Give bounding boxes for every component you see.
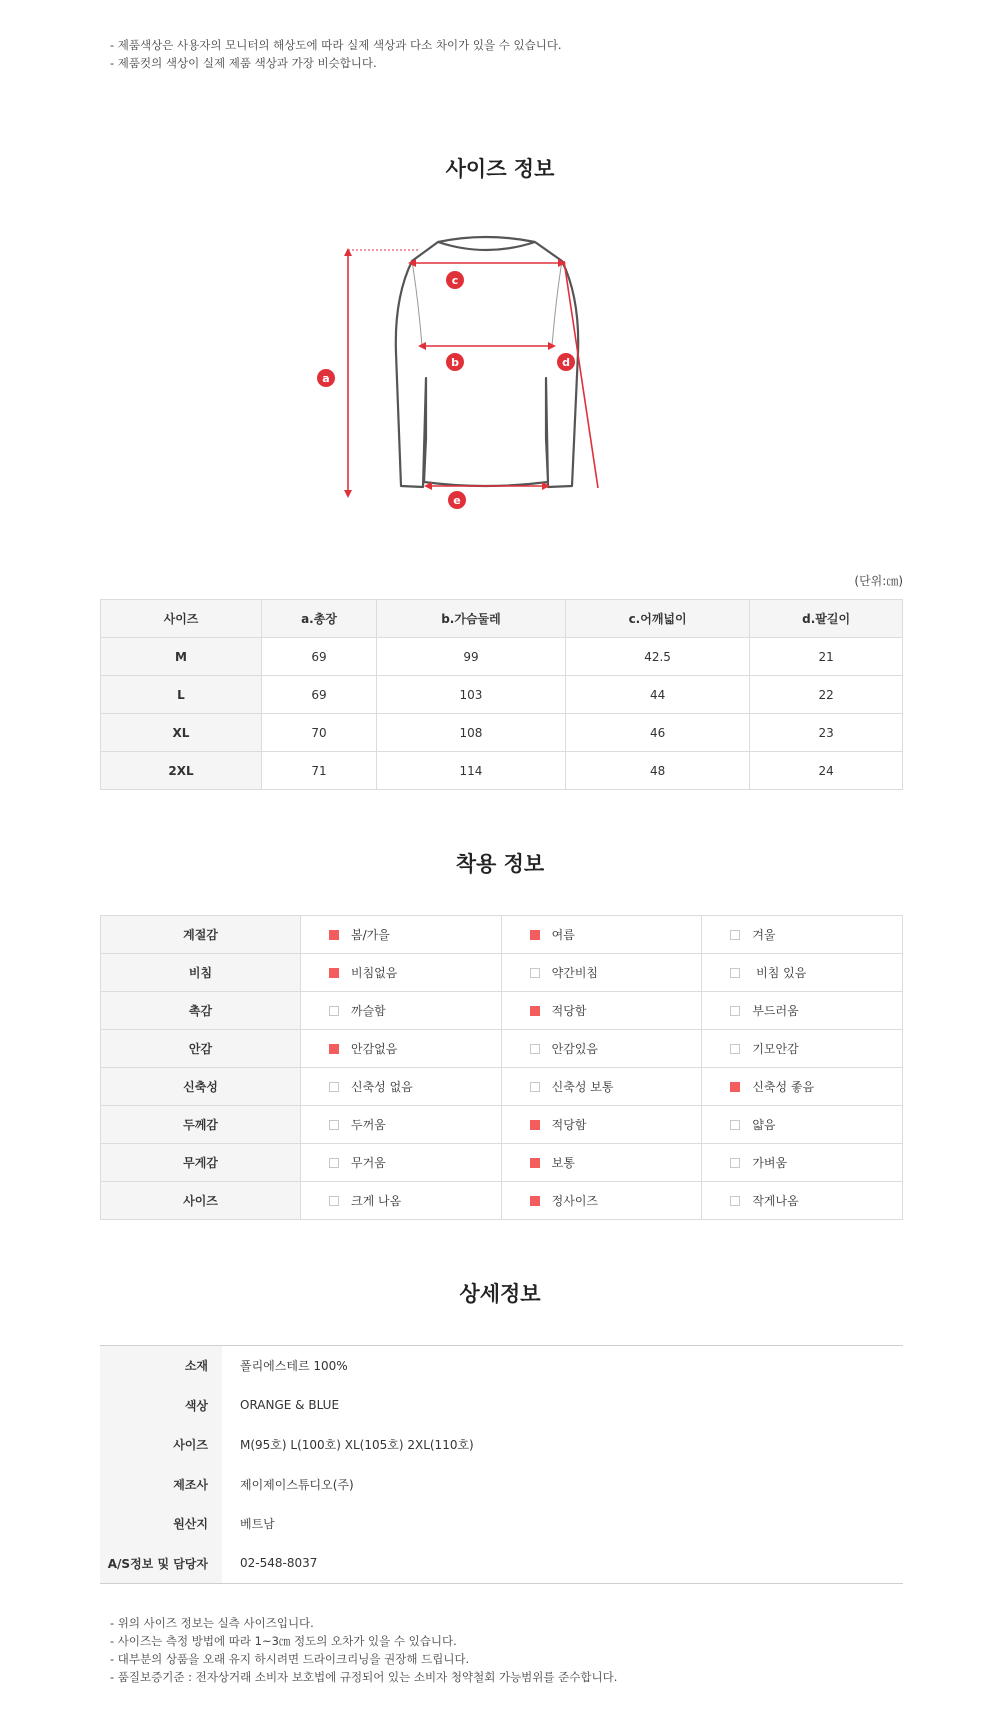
size-table-header xyxy=(101,600,903,638)
wear-row-label: 계절감 xyxy=(101,916,301,954)
detail-value: M(95호) L(100호) XL(105호) 2XL(110호) xyxy=(240,1438,474,1453)
wear-option xyxy=(501,916,702,954)
checked-box-icon xyxy=(530,1006,540,1016)
unchecked-box-icon xyxy=(530,1082,540,1092)
table-cell: 23 xyxy=(750,714,903,752)
table-cell: 71 xyxy=(262,752,377,790)
unchecked-box-icon xyxy=(329,1158,339,1168)
unit-label: (단위:㎝) xyxy=(854,574,903,588)
checked-box-icon xyxy=(530,1158,540,1168)
wear-row-label: 두께감 xyxy=(101,1106,301,1144)
wear-option-label: 가벼움 xyxy=(752,1156,788,1170)
wear-option xyxy=(501,1144,702,1182)
table-row xyxy=(101,1182,903,1220)
wear-option xyxy=(301,916,502,954)
table-cell: 99 xyxy=(377,638,566,676)
table-row xyxy=(101,638,903,676)
table-cell: 108 xyxy=(377,714,566,752)
wear-option xyxy=(501,954,702,992)
top-note-2: - 제품컷의 색상이 실제 제품 색상과 가장 비슷합니다. xyxy=(110,56,377,70)
wear-option xyxy=(501,1106,702,1144)
detail-label: 색상 xyxy=(100,1386,222,1426)
detail-label: A/S정보 및 담당자 xyxy=(100,1544,222,1584)
detail-value: 폴리에스테르 100% xyxy=(240,1359,348,1374)
checked-box-icon xyxy=(530,930,540,940)
table-cell: 70 xyxy=(262,714,377,752)
table-row xyxy=(100,1346,903,1386)
bottom-note-2: - 사이즈는 측정 방법에 따라 1~3㎝ 정도의 오차가 있을 수 있습니다. xyxy=(110,1634,457,1648)
wear-option-label: 작게나옴 xyxy=(752,1194,799,1208)
marker-b-label: b xyxy=(451,356,459,369)
unchecked-box-icon xyxy=(730,930,740,940)
wear-option xyxy=(702,1182,903,1220)
wear-option xyxy=(501,992,702,1030)
wear-option-label: 신축성 좋음 xyxy=(752,1080,815,1094)
wear-row-label: 비침 xyxy=(101,954,301,992)
wear-option-label: 안감있음 xyxy=(551,1042,599,1056)
wear-row-label: 안감 xyxy=(101,1030,301,1068)
table-cell: 69 xyxy=(262,676,377,714)
wear-option xyxy=(301,1182,502,1220)
wear-option-label: 적당함 xyxy=(551,1004,587,1018)
wear-row-label: 사이즈 xyxy=(101,1182,301,1220)
wear-option xyxy=(702,1030,903,1068)
detail-value: 베트남 xyxy=(240,1517,275,1532)
wear-section-title: 착용 정보 xyxy=(455,852,545,876)
header-cell: b.가슴둘레 xyxy=(377,600,566,638)
header-cell: a.총장 xyxy=(262,600,377,638)
table-cell: 48 xyxy=(565,752,749,790)
wear-option xyxy=(301,1106,502,1144)
wear-option xyxy=(501,1030,702,1068)
unchecked-box-icon xyxy=(730,968,740,978)
unchecked-box-icon xyxy=(329,1006,339,1016)
wear-option-label: 약간비침 xyxy=(551,966,599,980)
bottom-note-1: - 위의 사이즈 정보는 실측 사이즈입니다. xyxy=(110,1616,314,1630)
wear-option-label: 보통 xyxy=(551,1156,575,1170)
marker-c-label: c xyxy=(451,274,459,287)
wear-option-label: 크게 나옴 xyxy=(351,1194,402,1208)
wear-option-label: 정사이즈 xyxy=(551,1194,599,1208)
size-label: M xyxy=(101,638,262,676)
wear-option-label: 비침 있음 xyxy=(752,966,807,980)
table-cell: 21 xyxy=(750,638,903,676)
size-label: L xyxy=(101,676,262,714)
table-row xyxy=(101,954,903,992)
wear-option xyxy=(301,1068,502,1106)
marker-a-label: a xyxy=(322,372,330,385)
wear-option-label: 부드러움 xyxy=(752,1004,799,1018)
wear-option xyxy=(301,954,502,992)
detail-label: 사이즈 xyxy=(100,1425,222,1465)
wear-row-label: 신축성 xyxy=(101,1068,301,1106)
wear-option-label: 여름 xyxy=(551,928,575,942)
wear-option-label: 비침없음 xyxy=(351,966,398,980)
header-cell: c.어깨넓이 xyxy=(565,600,749,638)
size-label: 2XL xyxy=(101,752,262,790)
detail-label: 원산지 xyxy=(100,1504,222,1544)
table-cell: 114 xyxy=(377,752,566,790)
table-cell: 22 xyxy=(750,676,903,714)
top-note-1: - 제품색상은 사용자의 모니터의 해상도에 따라 실제 색상과 다소 차이가 있을 수 있습니다. xyxy=(110,38,562,52)
wear-option-label: 무거움 xyxy=(351,1156,386,1170)
unchecked-box-icon xyxy=(530,968,540,978)
wear-option xyxy=(702,916,903,954)
checked-box-icon xyxy=(530,1196,540,1206)
table-row xyxy=(101,676,903,714)
unchecked-box-icon xyxy=(329,1082,339,1092)
wear-option xyxy=(301,1144,502,1182)
detail-table xyxy=(100,1345,903,1584)
wear-option xyxy=(501,1068,702,1106)
unchecked-box-icon xyxy=(730,1196,740,1206)
wear-option-label: 기모안감 xyxy=(752,1042,799,1056)
table-cell: 69 xyxy=(262,638,377,676)
checked-box-icon xyxy=(530,1120,540,1130)
unchecked-box-icon xyxy=(730,1120,740,1130)
table-row xyxy=(101,1068,903,1106)
marker-e-label: e xyxy=(453,494,461,507)
table-cell: 46 xyxy=(565,714,749,752)
table-row xyxy=(101,1106,903,1144)
wear-option xyxy=(301,1030,502,1068)
table-row xyxy=(101,992,903,1030)
table-row xyxy=(100,1465,903,1505)
marker-d-label: d xyxy=(562,356,570,369)
table-row xyxy=(101,752,903,790)
table-cell: 24 xyxy=(750,752,903,790)
table-row xyxy=(100,1386,903,1426)
wear-table xyxy=(100,915,903,1220)
table-cell: 42.5 xyxy=(565,638,749,676)
table-row xyxy=(100,1425,903,1465)
detail-label: 소재 xyxy=(100,1346,222,1386)
header-cell: 사이즈 xyxy=(101,600,262,638)
unchecked-box-icon xyxy=(329,1120,339,1130)
detail-label: 제조사 xyxy=(100,1465,222,1505)
checked-box-icon xyxy=(329,968,339,978)
wear-option-label: 안감없음 xyxy=(351,1042,398,1056)
table-row xyxy=(100,1544,903,1584)
wear-row-label: 촉감 xyxy=(101,992,301,1030)
table-row xyxy=(101,916,903,954)
table-row xyxy=(101,1030,903,1068)
checked-box-icon xyxy=(329,1044,339,1054)
top-notes xyxy=(110,36,562,72)
wear-option-label: 적당함 xyxy=(551,1118,587,1132)
unchecked-box-icon xyxy=(730,1006,740,1016)
wear-option xyxy=(702,954,903,992)
table-row xyxy=(101,1144,903,1182)
bottom-note-3: - 대부분의 상품을 오래 유지 하시려면 드라이크리닝을 권장해 드립니다. xyxy=(110,1652,470,1666)
wear-option-label: 신축성 없음 xyxy=(351,1080,413,1094)
bottom-notes xyxy=(110,1614,617,1686)
wear-option-label: 까슬함 xyxy=(351,1004,386,1018)
detail-section-title: 상세정보 xyxy=(459,1282,541,1306)
checked-box-icon xyxy=(730,1082,740,1092)
wear-option xyxy=(501,1182,702,1220)
checked-box-icon xyxy=(329,930,339,940)
wear-option-label: 얇음 xyxy=(752,1118,776,1132)
bottom-note-4: - 품질보증기준 : 전자상거래 소비자 보호법에 규정되어 있는 소비자 청약철회 가능범위를 준수합니다. xyxy=(110,1670,618,1684)
unchecked-box-icon xyxy=(730,1158,740,1168)
size-section-title: 사이즈 정보 xyxy=(445,157,555,181)
table-row xyxy=(101,714,903,752)
wear-option xyxy=(301,992,502,1030)
wear-option xyxy=(702,1106,903,1144)
detail-value: ORANGE & BLUE xyxy=(240,1398,340,1413)
size-label: XL xyxy=(101,714,262,752)
table-cell: 44 xyxy=(565,676,749,714)
size-table xyxy=(100,599,903,790)
table-row xyxy=(100,1504,903,1544)
detail-value: 02-548-8037 xyxy=(240,1556,318,1571)
garment-diagram xyxy=(322,228,660,528)
wear-option-label: 겨울 xyxy=(752,928,776,942)
wear-option-label: 신축성 보통 xyxy=(551,1080,614,1094)
detail-value: 제이제이스튜디오(주) xyxy=(240,1477,354,1492)
wear-option-label: 봄/가을 xyxy=(351,928,390,942)
table-cell: 103 xyxy=(377,676,566,714)
wear-option xyxy=(702,992,903,1030)
header-cell: d.팔길이 xyxy=(750,600,903,638)
unchecked-box-icon xyxy=(730,1044,740,1054)
unchecked-box-icon xyxy=(329,1196,339,1206)
wear-option-label: 두꺼움 xyxy=(351,1118,386,1132)
wear-option xyxy=(702,1068,903,1106)
wear-row-label: 무게감 xyxy=(101,1144,301,1182)
unchecked-box-icon xyxy=(530,1044,540,1054)
wear-option xyxy=(702,1144,903,1182)
